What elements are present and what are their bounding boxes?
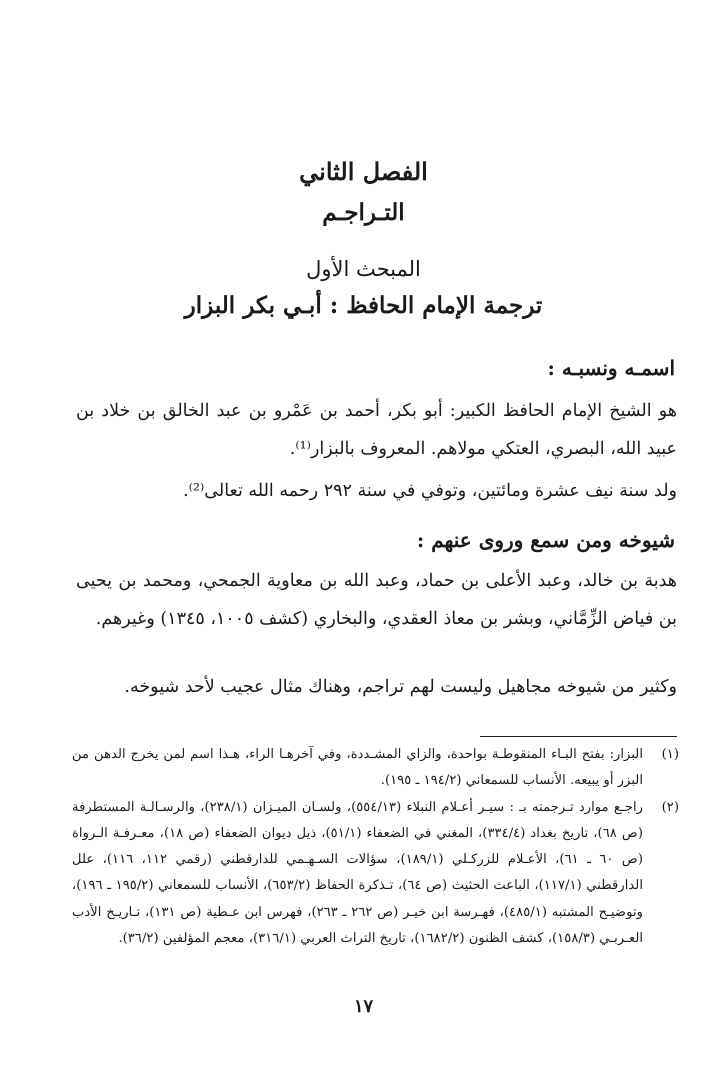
footnote-text: البزار: بفتح البـاء المنقوطـة بواحدة، والزاي المشـددة، وفي آخرهـا الراء، هـذا اسم لمن يخرج الدهن من البزر أو يبيعه. الأنساب للسمعاني (١٩٤/٢ ـ ١٩٥). [72, 747, 643, 789]
paragraph-unknown-teachers: وكثير من شيوخه مجاهيل وليست لهم تراجم، وهناك مثال عجيب لأحد شيوخه. [124, 677, 677, 697]
topic-title: المبحث الأول [306, 257, 421, 281]
page-number: ١٧ [353, 996, 374, 1017]
paragraph-name-lineage: هو الشيخ الإمام الحافظ الكبير: أبو بكر، أحمد بن عَمْرو بن عبد الخالق بن خلاد بن عبيد الله، البصري، العتكي مولاهم. المعروف بالبزار⁽¹⁾. [76, 401, 677, 459]
footnotes [72, 742, 679, 952]
footnote-1 [72, 742, 679, 795]
footnote-text: راجـع موارد تـرجمته بـ : سيـر أعـلام النبلاء (٥٥٤/١٣)، ولسـان الميـزان (٢٣٨/١)، والرسـالـة المستطرفة (ص ٦٨)، تاريخ بغداد (٣٣٤/٤)، المغني في الضعفاء (٥١/١)، ذيل ديوان الضعفاء (ص ١٨)، معـرفـة الـرواة (ص ٦٠ ـ ٦١)، الأعـلام للزركـلي (١٨٩/١)، سؤالات السـهـمي للدارقطني (رقمي ١١٢، ١١٦)، علل الدارقطني (١١٧/١)، الباعث الحثيث (ص ٦٤)، تـذكرة الحفاظ (٦٥٣/٢)، الأنساب للسمعاني (١٩٥/٢ ـ ١٩٦)، وتوضيـح المشتبه (٤٨٥/١)، فهـرسة ابن خيـر (ص ٢٦٢ ـ ٢٦٣)، فهرس ابن عـطية (ص ١٣١)، تـاريـخ الأدب العـربـي (١٥٨/٣)، كشف الظنون (١٦٨٢/٢)، تاريخ التراث العربي (٣١٦/١)، معجم المؤلفين (٣٦/٢). [72, 799, 644, 947]
footnote-2 [72, 795, 679, 953]
chapter-subtitle: التـراجـم [322, 199, 405, 226]
section-heading-name-lineage: اسمـه ونسبـه : [547, 356, 675, 380]
section-heading-teachers: شيوخه ومن سمع وروى عنهم : [416, 528, 675, 552]
topic-subtitle: ترجمة الإمام الحافظ : أبـي بكر البزار [184, 292, 543, 319]
chapter-title: الفصل الثاني [299, 157, 428, 186]
footnote-divider [480, 736, 677, 737]
footnote-number: (١) [661, 747, 679, 762]
footnote-number: (٢) [661, 799, 679, 815]
paragraph-teachers: هدبة بن خالد، وعبد الأعلى بن حماد، وعبد الله بن معاوية الجمحي، ومحمد بن يحيى بن فياض الزِّمَّاني، وبشر بن معاذ العقدي، والبخاري (كشف ١٠٠٥، ١٣٤٥) وغيرهم. [76, 571, 677, 629]
paragraph-birth-death: ولد سنة نيف عشرة ومائتين، وتوفي في سنة ٢٩٢ رحمه الله تعالى⁽²⁾. [183, 481, 677, 501]
